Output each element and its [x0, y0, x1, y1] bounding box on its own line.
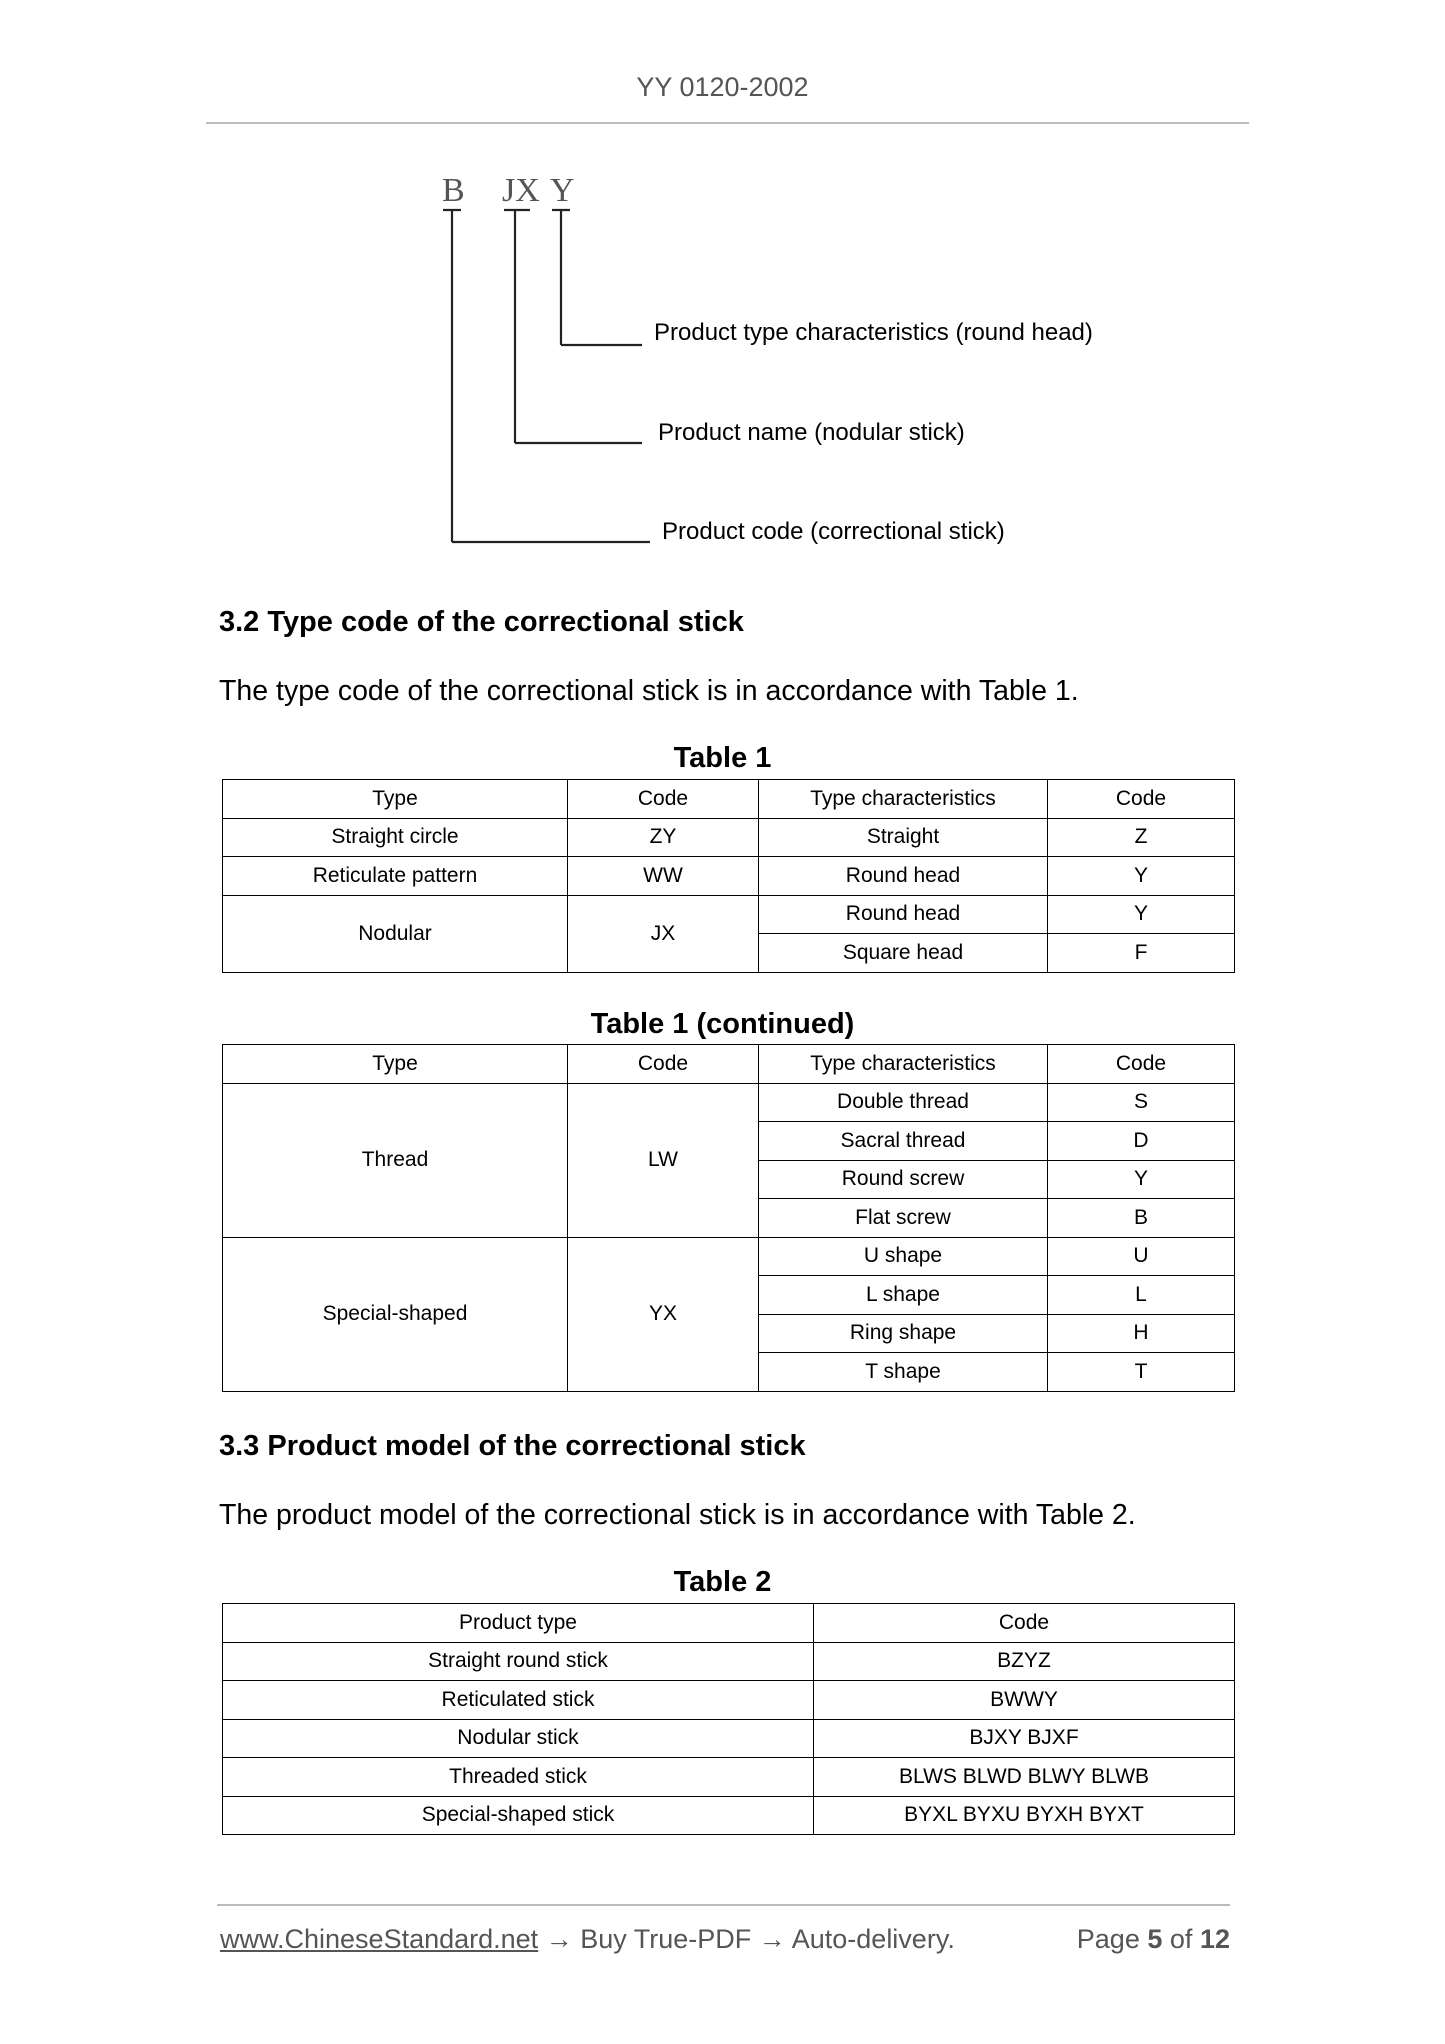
characteristic-code-cell: D: [1048, 1122, 1235, 1161]
characteristic-code-cell: Y: [1048, 1160, 1235, 1199]
table2-title: Table 2: [673, 1566, 772, 1598]
type-cell: Thread: [223, 1083, 568, 1237]
characteristic-cell: Square head: [759, 934, 1048, 973]
product-type-cell: Straight round stick: [223, 1642, 814, 1681]
table1-continued: [222, 1044, 1235, 1392]
header-cell: Code: [1048, 1045, 1235, 1084]
table1-continued-title: Table 1 (continued): [590, 1008, 855, 1040]
characteristic-code-cell: L: [1048, 1276, 1235, 1315]
table-header-row: [223, 1045, 1235, 1084]
section-3-2-text: The type code of the correctional stick is in accordance with Table 1.: [219, 675, 1079, 707]
header-cell: Code: [814, 1604, 1235, 1643]
table-header-row: [223, 780, 1235, 819]
header-divider: [206, 122, 1249, 124]
table2: [222, 1603, 1235, 1835]
model-code-cell: BLWS BLWD BLWY BLWB: [814, 1758, 1235, 1797]
type-cell: Nodular: [223, 895, 568, 972]
characteristic-code-cell: B: [1048, 1199, 1235, 1238]
code-cell: JX: [568, 895, 759, 972]
header-cell: Code: [568, 780, 759, 819]
type-cell: Special-shaped: [223, 1237, 568, 1391]
table-row: [223, 1796, 1235, 1835]
header-cell: Type: [223, 1045, 568, 1084]
product-type-cell: Reticulated stick: [223, 1681, 814, 1720]
table-row: [223, 1758, 1235, 1797]
code-cell: LW: [568, 1083, 759, 1237]
characteristic-cell: Round head: [759, 895, 1048, 934]
model-code-diagram: [420, 170, 1140, 570]
characteristic-cell: Straight: [759, 818, 1048, 857]
table-row: [223, 857, 1235, 896]
label-type-characteristics: Product type characteristics (round head): [654, 319, 1093, 346]
table1-title: Table 1: [673, 742, 772, 774]
characteristic-code-cell: F: [1048, 934, 1235, 973]
code-cell: WW: [568, 857, 759, 896]
footer-divider: [217, 1904, 1230, 1906]
page-label: Page: [1076, 1924, 1140, 1954]
type-cell: Straight circle: [223, 818, 568, 857]
characteristic-cell: Flat screw: [759, 1199, 1048, 1238]
code-letters-jx: JX: [502, 172, 540, 209]
code-letter-b: B: [442, 172, 465, 209]
type-cell: Reticulate pattern: [223, 857, 568, 896]
characteristic-code-cell: Y: [1048, 895, 1235, 934]
section-3-3-text: The product model of the correctional stick is in accordance with Table 2.: [219, 1499, 1136, 1531]
diagram-connector-lines: [420, 170, 1140, 570]
page-indicator: [1077, 1924, 1230, 1955]
characteristic-cell: U shape: [759, 1237, 1048, 1276]
document-id-header: YY 0120-2002: [636, 72, 809, 102]
characteristic-cell: Round head: [759, 857, 1048, 896]
label-product-code: Product code (correctional stick): [662, 518, 1005, 545]
label-product-name: Product name (nodular stick): [658, 419, 965, 446]
characteristic-cell: Double thread: [759, 1083, 1048, 1122]
characteristic-code-cell: Y: [1048, 857, 1235, 896]
current-page: 5: [1147, 1924, 1163, 1954]
code-cell: ZY: [568, 818, 759, 857]
table-row: [223, 818, 1235, 857]
footer-promo-text: → Buy True-PDF → Auto-delivery.: [538, 1924, 955, 1954]
header-cell: Type characteristics: [759, 1045, 1048, 1084]
table-row: [223, 1237, 1235, 1276]
table-row: [223, 1083, 1235, 1122]
table-header-row: [223, 1604, 1235, 1643]
model-code-cell: BYXL BYXU BYXH BYXT: [814, 1796, 1235, 1835]
model-code-cell: BJXY BJXF: [814, 1719, 1235, 1758]
product-type-cell: Special-shaped stick: [223, 1796, 814, 1835]
characteristic-code-cell: U: [1048, 1237, 1235, 1276]
characteristic-code-cell: T: [1048, 1353, 1235, 1392]
characteristic-cell: Sacral thread: [759, 1122, 1048, 1161]
header-cell: Code: [568, 1045, 759, 1084]
section-3-3-heading: 3.3 Product model of the correctional stick: [219, 1430, 806, 1462]
table1: [222, 779, 1235, 973]
code-cell: YX: [568, 1237, 759, 1391]
code-letter-y: Y: [550, 172, 575, 209]
footer: [220, 1924, 1230, 1955]
section-3-2-heading: 3.2 Type code of the correctional stick: [219, 606, 744, 638]
characteristic-code-cell: H: [1048, 1314, 1235, 1353]
table-row: [223, 1681, 1235, 1720]
header-cell: Type: [223, 780, 568, 819]
characteristic-cell: Round screw: [759, 1160, 1048, 1199]
table-row: [223, 1642, 1235, 1681]
header-cell: Code: [1048, 780, 1235, 819]
characteristic-cell: T shape: [759, 1353, 1048, 1392]
table-row: [223, 1719, 1235, 1758]
product-type-cell: Threaded stick: [223, 1758, 814, 1797]
model-code-cell: BWWY: [814, 1681, 1235, 1720]
header-cell: Type characteristics: [759, 780, 1048, 819]
characteristic-cell: L shape: [759, 1276, 1048, 1315]
characteristic-code-cell: S: [1048, 1083, 1235, 1122]
product-type-cell: Nodular stick: [223, 1719, 814, 1758]
total-pages: 12: [1199, 1924, 1230, 1954]
characteristic-code-cell: Z: [1048, 818, 1235, 857]
model-code-cell: BZYZ: [814, 1642, 1235, 1681]
website-link[interactable]: www.ChineseStandard.net: [220, 1924, 539, 1954]
of-label: of: [1169, 1924, 1193, 1954]
header-cell: Product type: [223, 1604, 814, 1643]
characteristic-cell: Ring shape: [759, 1314, 1048, 1353]
table-row: [223, 895, 1235, 934]
